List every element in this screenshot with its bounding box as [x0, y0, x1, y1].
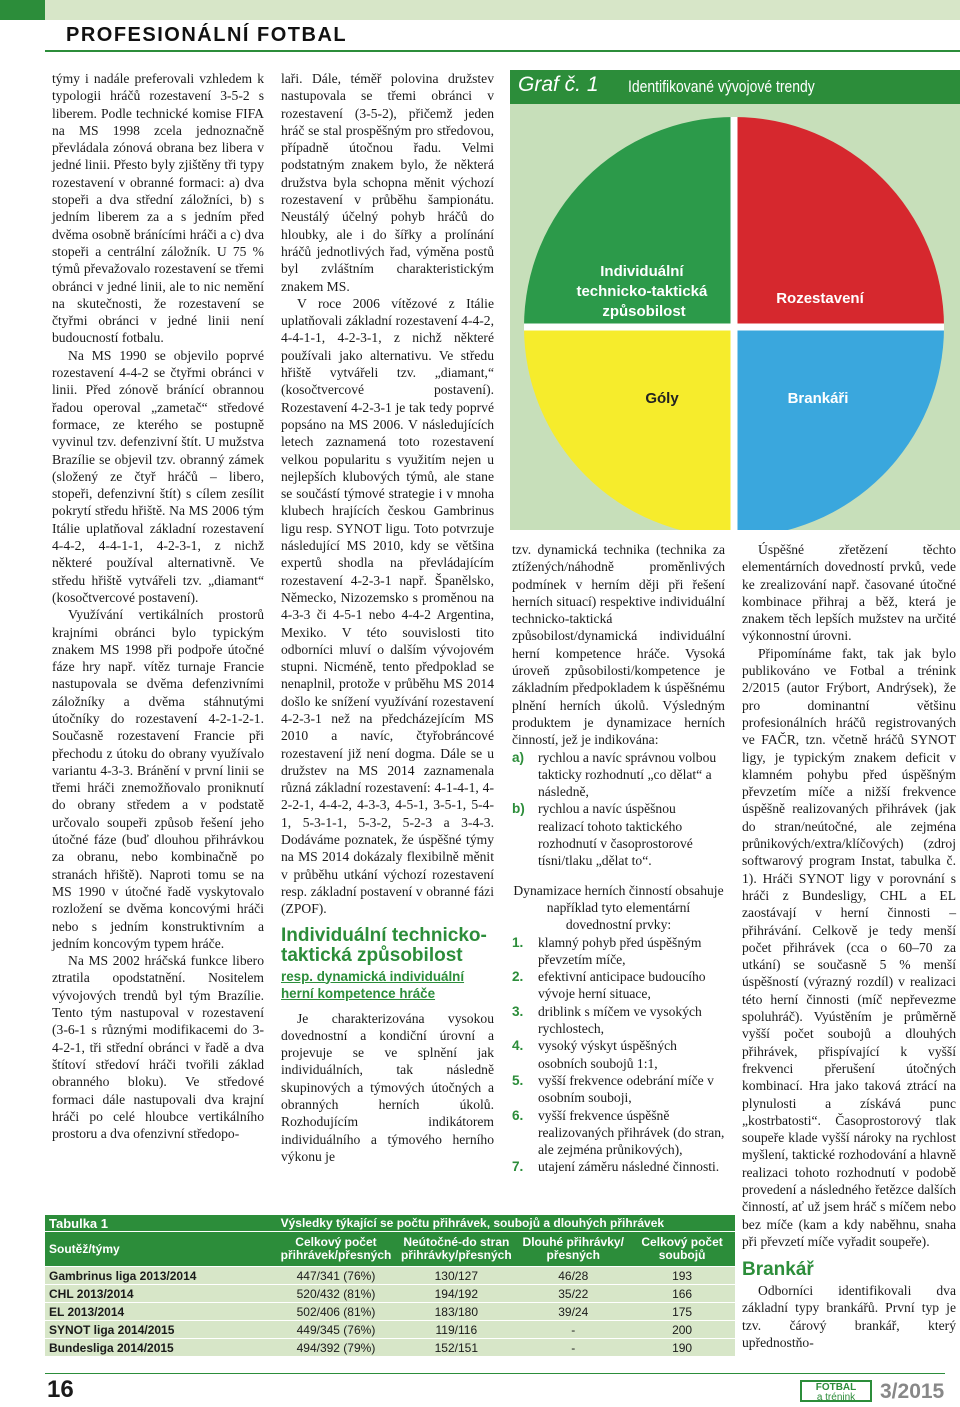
quadrant-brankari — [734, 327, 944, 530]
table-cell: 193 — [629, 1267, 735, 1285]
table-cell: 130/127 — [395, 1267, 517, 1285]
list-marker: 2. — [512, 969, 524, 985]
table-label: Tabulka 1 — [45, 1215, 277, 1232]
list-marker: 5. — [512, 1072, 524, 1088]
col1-paragraph-4: Na MS 2002 hráčská funkce libero ztratila opodstatnění. Nositelem vývojových trendů byl tým Brazílie. Tento tým nastupoval v rozestavení (3-6-1 s různými modifikacemi do 3-4-2-1, tři střední obránci v řadě a dva štítoví středoví hráči tvořili základ obranného bloku). Ve středové formaci dále nastupovali dva krajní hráči po celé hloubce vertikálního prostoru a dva ofenzivní středopo- — [52, 953, 264, 1142]
column-1 — [52, 70, 264, 1142]
table-cell: 494/392 (79%) — [277, 1339, 396, 1357]
list-item — [512, 1107, 725, 1159]
table-cell: 200 — [629, 1321, 735, 1339]
table-cell: 190 — [629, 1339, 735, 1357]
list-item — [512, 968, 725, 1003]
section-subtitle: resp. dynamická individuální herní kompetence hráče — [281, 968, 465, 1001]
col3-paragraph-2: Dynamizace herních činností obsahuje například tyto elementární dovednostní prvky: — [513, 882, 724, 933]
table-cell: 119/116 — [395, 1321, 517, 1339]
list-item — [512, 934, 725, 969]
table-header-row — [45, 1232, 735, 1267]
col2-paragraph-1: laři. Dále, téměř polovina družstev nastupovala se třemi obránci v rozestavení (3-5-2), přičemž jeden hráč se stal prospěšným pro středovou, případně útočnou řadu. Velmi podstatným znakem bylo, že některá družstva byla schopna měnit výchozí rozestavení v průběhu šampionátu. Neustálý účelný pohyb hráčů do hloubky, ale i do šířky a prolínání hráčů jednotlivých řad, výměna postů byl zvláštním charakteristickým znakem MS. — [281, 71, 494, 294]
column-4 — [742, 541, 956, 1351]
table-row — [45, 1267, 735, 1285]
logo-top-text: FOTBAL — [815, 1382, 857, 1393]
table-cell: 502/406 (81%) — [277, 1303, 396, 1321]
list-item-text: rychlou a navíc úspěšnou realizací tohoto taktického rozhodnutí v časoprostorové tísni/tlaku „dělat to“. — [538, 801, 693, 869]
list-item-text: efektivní anticipace budoucího vývoje herní situace, — [538, 969, 706, 1002]
list-item-text: vyšší frekvence odebrání míče v osobním souboji, — [538, 1072, 714, 1106]
table-caption-row — [45, 1215, 735, 1232]
top-bar — [0, 0, 960, 20]
col1-paragraph-2: Na MS 1990 se objevilo poprvé rozestavení 4-4-2 se čtyřmi obránci v linii. Před zónově bránící obrannou řadou operoval „zametač“ středové formace, ze kterého se postupně vyvinul tzv. defenzivní štít. U mužstva Brazílie se objevil tzv. obranný zámek (složený ze čtyř hráčů – libero, stopeři, defenzivní štít) s cílem zesílit pokrytí středu hřiště. Na MS 2006 tým Itálie uplatňoval základní rozestavení 4-4-2, 4-4-1-1, 4-2-3-1, z nichž některé používal alternativně. Ve středu hřiště vytvářeli tzv. „diamant“ (kosočtvercové postavení). — [52, 347, 264, 605]
col3-intro: tzv. dynamická technika (technika za ztížených/náhodně proměnlivých podmínek v herním ději při řešení herních situací) respektive individuální technicko-taktická způsobilost/dynamická individuální herní kompetence hráče. Vysoká úroveň způsobilosti/kompetence je základním předpokladem k úspěšnému plnění herních úkolů. Výsledným produktem je dynamizace herních činností, jež je indikována: — [512, 542, 725, 748]
list-item-text: rychlou a navíc správnou volbou takticky rozhodnutí „co dělat“ a následně, — [538, 749, 717, 800]
indication-list — [512, 749, 725, 870]
list-item — [512, 1158, 725, 1175]
table-cell: 520/432 (81%) — [277, 1285, 396, 1303]
list-item — [512, 1003, 725, 1038]
quadrant-label-goly: Góly — [645, 390, 679, 407]
list-item-text: vyšší frekvence úspěšně realizovaných přihrávek (do stran, ale zejména průnikových), — [538, 1107, 725, 1158]
chart-label: Graf č. 1 — [518, 73, 599, 96]
issue-number: 3/2015 — [880, 1380, 945, 1403]
table-header-cell: Celkový počet soubojů — [629, 1232, 735, 1267]
chart-header — [510, 70, 960, 104]
list-marker: b) — [512, 801, 525, 817]
list-item-text: driblink s míčem ve vysokých rychlostech, — [538, 1003, 702, 1037]
list-item-text: vysoký výskyt úspěšných osobních soubojů 1:1, — [538, 1038, 677, 1071]
quadrant-label-brankari: Brankáři — [787, 390, 849, 407]
chart-graf-1 — [510, 70, 960, 530]
table-row — [45, 1285, 735, 1303]
table-cell: CHL 2013/2014 — [45, 1285, 277, 1303]
list-marker: 3. — [512, 1003, 524, 1019]
table-cell: 35/22 — [517, 1285, 629, 1303]
table-cell: 152/151 — [395, 1339, 517, 1357]
list-item — [512, 1037, 725, 1072]
chart-pie — [510, 104, 960, 530]
table-cell: SYNOT liga 2014/2015 — [45, 1321, 277, 1339]
list-marker: 6. — [512, 1107, 524, 1123]
table-cell: 166 — [629, 1285, 735, 1303]
col1-paragraph-1: týmy i nadále preferovali vzhledem k typologii hráčů rozestavení 3-5-2 s liberem. Podle technické komise FIFA na MS 1998 zcela jednoznačně převládala zónová obrana bez libera v jedné linii. Přesto byly zjištěny tři typy rozestavení v obranné formaci: a) dva stopeři a dva střední záložníci, b) s jedním liberem za a s jedním před dvěma osobně bránícími hráči a c) dva stopeři a centrální záložník. U 75 % týmů převažovalo rozestavení se třemi obránci v jedné linii, ale to nic nemění na skutečnosti, že rozestavení se čtyřmi obránci v jedné linii není budoucností fotbalu. — [52, 71, 264, 346]
table-cell: 449/345 (76%) — [277, 1321, 396, 1339]
col4-paragraph-2: Připomínáme fakt, tak jak bylo publikováno ve Fotbal a trénink 2/2015 (autor Frýbort, Andrýsek), že pro dominantní většinu profesionálních hráčů registrovaných ve FAČR, tzn. včetně hráčů SYNOT ligy, je typickým znakem deficit v klamném pohybu před úspěšným převzetím míče a nižší frekvence úspěšně realizovaných přihrávek (jak do stran/neútočné, ale zejména průnikových/extra/klíčových) (zdroj softwarový program Instat, tabulka č. 1). Hráči SYNOT ligy v porovnání s hráči z Bundesligy, CHL a EL zaostávají v herní činnosti – přihrávání. Celkově je tedy menší počet přihrávek (cca o 60–70 za utkání) se současně 5 % menší úspěšností (výrazný rozdíl) v realizaci této herní činnosti (míč nepřevezme spoluhráč). Vyústěním je průměrně vyšší počet soubojů a dlouhých přihrávek, přispívající k vyšší frekvenci přerušení útočných kombinací. Hra jako taková ztrácí na plynulosti a získává punc „kostrbatosti“. Časoprostorový tlak soupeře klade vyšší nároky na rychlost myšlení, taktické rozhodování a hlavně realizaci tohoto rozhodnutí v podobě provedení a následného řetězce dalších činností, ať už jsem hráč s míčem nebo bez míče (kam a kdy naběhnu, snaha při převzetí míče vyřadit soupeře). — [742, 645, 956, 1249]
column-2 — [281, 70, 494, 1165]
quadrant-label-rozestaveni: Rozestavení — [776, 290, 864, 307]
table-cell: - — [517, 1339, 629, 1357]
list-item — [512, 1072, 725, 1107]
table-cell: Bundesliga 2014/2015 — [45, 1339, 277, 1357]
table-cell: 183/180 — [395, 1303, 517, 1321]
list-marker: 1. — [512, 934, 524, 950]
table-cell: EL 2013/2014 — [45, 1303, 277, 1321]
page-number: 16 — [47, 1376, 74, 1403]
list-item — [512, 749, 725, 801]
table-header-cell: Dlouhé přihrávky/ přesných — [517, 1232, 629, 1267]
list-marker: a) — [512, 749, 525, 765]
header-rule — [45, 50, 960, 52]
results-table — [45, 1215, 735, 1357]
magazine-logo — [800, 1380, 872, 1402]
section-title: Individuální technicko-taktická způsobilost — [281, 924, 487, 966]
list-marker: 7. — [512, 1159, 524, 1175]
col2-paragraph-2: V roce 2006 vítězové z Itálie uplatňovali základní rozestavení 4-4-2, 4-4-1-1, 4-2-3-1, z nichž některé používali jako alternativu. Ve středu hřiště vytvářeli tzv. „diamant,“ (kosočtvercové postavení). Rozestavení 4-2-3-1 je tak tedy poprvé popsáno na MS 2006. V následujících letech zaznamená toto rozestavení velkou popularitu s využitím nejen u nejlepších klubových týmů, ale stane se součástí týmové strategie i v mnoha klubech hrajících českou Gambrinus ligu resp. SYNOT ligu. Toto potvrzuje následující MS 2010, kdy se většina expertů shodla na převládajícím rozestavení 4-2-3-1 např. Španělsko, Německo, Nizozemsko s proměnou na 4-3-3 či 4-5-1 nebo 4-4-2 Argentina, Mexiko. V této souvislosti tito odborníci mluví o dalším vývojovém stupni. Nicméně, tento předpoklad se nenaplnil, protože v průběhu MS 2014 došlo ke snížení využívání rozestavení 4-2-3-1 než na předcházejícím MS 2010 a navíc, čtyřobráncové rozestavení již není dogma. Dále se u družstev na MS 2014 zaznamenala různá základní rozestavení: 4-1-4-1, 4-2-2-1, 4-4-2, 4-3-3, 4-5-1, 3-5-1, 5-4-1, 5-3-1-1, 5-3-2, 5-2-3 a 3-4-3. Dodáváme poznatek, že úspěšné týmy na MS 2014 dokázaly flexibilně měnit v průběhu utkání výchozí rozestavení resp. základní postavení v obranné fázi (ZPOF). — [281, 295, 494, 917]
brankar-title: Brankář — [742, 1259, 814, 1281]
table-row — [45, 1339, 735, 1357]
table-row — [45, 1321, 735, 1339]
table-cell: Gambrinus liga 2013/2014 — [45, 1267, 277, 1285]
top-bar-accent — [0, 0, 45, 20]
list-marker: 4. — [512, 1038, 524, 1054]
list-item — [512, 800, 725, 869]
table-title: Výsledky týkající se počtu přihrávek, soubojů a dlouhých přihrávek — [277, 1215, 735, 1232]
table-header-cell: Celkový počet přihrávek/přesných — [277, 1232, 396, 1267]
chart-title: Identifikované vývojové trendy — [628, 77, 815, 96]
table-header-cell: Neútočné-do stran přihrávky/přesných — [395, 1232, 517, 1267]
logo-bottom-text: a trénink — [816, 1392, 856, 1403]
col1-paragraph-3: Využívání vertikálních prostorů krajními obránci bylo typickým znakem MS 1998 při podpoře útočné fáze hry např. vítěz turnaje Francie nastupovala se dvěma defenzivními záložníky a dvěma stáhnutými útočníky do rozestavení 4-2-1-2-1. Současně rozestavení Francie při přechodu z útoku do obrany využívalo variantu 4-3-3. Bránění v první linii se třemi hráči znemožňovalo proniknutí do obrany středem a v podstatě určovalo soupeři způsob řešení jeho útočné fáze (buď dlouhou přihrávkou za obranu, nebo kombinačně po stranách hřiště). Naproti tomu se na MS 1990 v útočné řadě vyskytovalo rozložení se dvěma koncovými hráči nebo s jedním konstruktivním a jedním koncovým typem hráče. — [52, 607, 264, 951]
table-cell: 194/192 — [395, 1285, 517, 1303]
table-cell: 39/24 — [517, 1303, 629, 1321]
quadrant-goly — [524, 327, 734, 530]
skills-list — [512, 934, 725, 1176]
table-cell: 175 — [629, 1303, 735, 1321]
col4-paragraph-3: Odborníci identifikovali dva základní typy brankářů. První typ je tzv. čárový brankář, který upřednostňo- — [742, 1283, 956, 1351]
table-cell: - — [517, 1321, 629, 1339]
list-item-text: utajení záměru následné činnosti. — [538, 1159, 720, 1175]
table-cell: 447/341 (76%) — [277, 1267, 396, 1285]
top-bar-band — [45, 0, 960, 20]
list-item-text: klamný pohyb před úspěšným převzetím míče, — [538, 934, 702, 967]
table-row — [45, 1303, 735, 1321]
page-header-title: PROFESIONÁLNÍ FOTBAL — [66, 24, 348, 46]
col4-paragraph-1: Úspěšné zřetězení těchto elementárních dovedností prvků, vede ke zrealizování např. časované útočné kombinace přihraj a běž, která je znakem těch lepších mužstev na určité výkonnostní úrovni. — [742, 542, 956, 644]
table-cell: 46/28 — [517, 1267, 629, 1285]
column-3 — [512, 541, 725, 1176]
quadrant-label-individual: Individuální technicko-taktická způsobilost — [576, 263, 708, 320]
section-paragraph: Je charakterizována vysokou dovednostní a kondiční úrovní a projevuje se ve splnění jak individuálních, tak následně skupinových a týmových útočných a obranných herních úkolů. Rozhodujícím indikátorem individuálního a týmového herního výkonu je — [281, 1010, 494, 1164]
table-header-cell: Soutěž/týmy — [45, 1232, 277, 1267]
footer-rule — [45, 1373, 945, 1374]
